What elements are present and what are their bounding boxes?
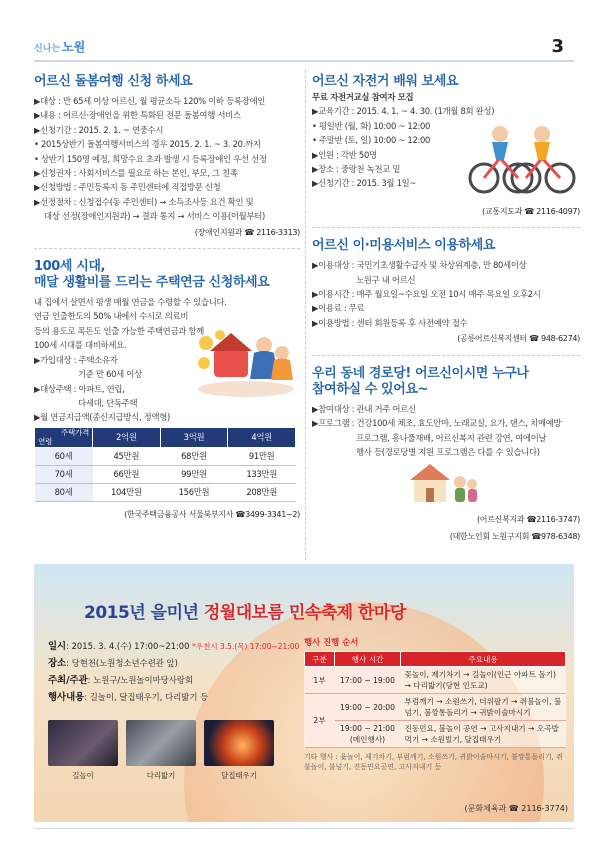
program-col-header: 주요내용 [401, 652, 566, 667]
row-age: 60세 [35, 447, 93, 465]
host-value: : 노원구/노원놀이마당사랑회 [87, 675, 194, 685]
table-row [35, 483, 296, 501]
column-header: 4억원 [228, 427, 296, 447]
page-header [0, 0, 608, 64]
brand-name: 노원 [62, 40, 86, 54]
program-time: 19:00 ~ 20:00 [335, 694, 401, 721]
travel-item: ▶선정절차 : 신청접수(동 주민센터) → 소득조사등 요건 확인 및 [34, 196, 254, 207]
bike-subtitle: 무료 자전거교실 참여자 모집 [312, 92, 414, 102]
beauty-section [312, 238, 580, 346]
event-label: 행사내용 [48, 692, 85, 703]
photo-parade [48, 720, 118, 766]
bike-item: • 주말반 (토, 일) 10:00 ~ 12:00 [312, 135, 431, 146]
senior-item: 행사 등(경로당별 지원 프로그램은 다를 수 있습니다) [356, 446, 540, 457]
program-time: 19:00 ~ 21:00 (메인행사) [335, 721, 401, 748]
pension-title-line1: 100세 시대, [34, 259, 106, 275]
pension-title-line2: 매달 생활비를 드리는 주택연금 신청하세요 [34, 275, 270, 291]
beauty-item: ▶이용시간 : 매주 월요일~수요일 오전 10시 매주 목요일 오후2시 [312, 289, 541, 300]
travel-item: ▶내용 : 어르신·장애인을 위한 특화된 전문 돌봄여행 서비스 [34, 110, 241, 121]
travel-item: ▶신청권자 : 사회서비스를 필요로 하는 본인, 부모, 그 친족 [34, 168, 238, 179]
bike-item: • 평일반 (월, 화) 10:00 ~ 12:00 [312, 120, 431, 131]
column-header: 3억원 [160, 427, 228, 447]
photo-caption: 달집태우기 [221, 771, 257, 780]
senior-center-illustration [400, 458, 480, 508]
event-value: : 길놀이, 달집태우기, 다리밟기 등 [84, 692, 209, 702]
program-part: 1부 [305, 667, 335, 694]
table-cell: 133만원 [228, 465, 296, 483]
program-header: 행사 진행 순서 [304, 637, 359, 647]
pension-item: ▶월 연금지급액(종신지급방식, 정액형) [34, 412, 171, 423]
travel-item: ▶신청기간 : 2015. 2. 1. ~ 연중수시 [34, 124, 164, 135]
table-corner-header [35, 427, 93, 447]
program-row [305, 721, 566, 748]
elderly-couple-illustration [194, 323, 298, 399]
travel-item: ▶신청방법 : 주민등록지 동 주민센터에 직접방문 신청 [34, 182, 221, 193]
place-value: : 당현천(노원청소년수련관 앞) [66, 658, 178, 668]
bike-item: ▶교육기간 : 2015. 4. 1. ~ 4. 30. (1개월 8회 완성) [312, 106, 495, 117]
host-label: 주최/주관 [48, 675, 88, 686]
table-cell: 99만원 [160, 465, 228, 483]
travel-item: • 상반기 150명 예정, 희망수요 초과 발생 시 등록장애인 우선 선정 [34, 153, 267, 164]
festival-place [48, 655, 299, 672]
senior-title-line2: 참여하실 수 있어요~ [312, 381, 429, 397]
program-part: 2부 [305, 694, 335, 748]
senior-contact-2: (대한노인회 노원구지회 ☎978-6348) [449, 531, 580, 541]
table-cell: 68만원 [160, 447, 228, 465]
table-row [35, 447, 296, 465]
photo-bridge-walk [126, 720, 196, 766]
festival-banner [34, 564, 574, 822]
pension-body-line: 100세 시대를 대비하세요. [34, 340, 127, 351]
photo-caption: 길놀이 [72, 771, 94, 780]
senior-center-section [312, 366, 580, 544]
section-divider [34, 248, 300, 249]
cycling-couple-illustration [464, 116, 576, 198]
pension-body-line: 내 집에서 살면서 평생 매월 연금을 수령할 수 있습니다. [34, 297, 227, 308]
travel-contact: (장애인지원과 ☎ 2116-3313) [194, 227, 300, 237]
program-content: 진동민요, 불놀이 공연 → 고사지내기 → 오곡밥먹기 → 소원빌기, 달집태우기 [401, 721, 566, 748]
right-column [312, 74, 580, 544]
date-label: 일시 [48, 641, 67, 652]
table-row [35, 465, 296, 483]
pension-table [34, 427, 296, 502]
row-age: 80세 [35, 483, 93, 501]
beauty-item: 노원구 내 어르신 [356, 274, 416, 285]
program-time: 17:00 ~ 19:00 [335, 667, 401, 694]
table-cell: 208만원 [228, 483, 296, 501]
bike-item: ▶인원 : 각반 50명 [312, 149, 377, 160]
table-cell: 45만원 [93, 447, 161, 465]
program-col-header: 구분 [305, 652, 335, 667]
program-schedule [304, 636, 566, 772]
travel-item: 대상 선정(장애인지원과) → 결과 통지 → 서비스 이용(이월부터) [44, 211, 266, 222]
senior-item: ▶참여대상 : 관내 거주 어르신 [312, 403, 416, 414]
column-divider [305, 70, 306, 560]
beauty-item: ▶이용대상 : 국민기초생활수급자 및 차상위계층, 만 80세이상 [312, 260, 527, 271]
beauty-item: ▶이용료 : 무료 [312, 303, 365, 314]
bike-item: ▶신청기간 : 2015. 3월 1일~ [312, 178, 417, 189]
corner-bottom-label: 연령 [38, 437, 53, 447]
travel-section [34, 74, 300, 240]
pension-section [34, 259, 300, 522]
festival-title-year: 2015년 을미년 [84, 603, 199, 623]
pension-contact: (한국주택금융공사 서울북부지사 ☎3499-3341~2) [124, 509, 300, 519]
senior-title-line1: 우리 동네 경로당! 어르신이시면 누구나 [312, 365, 529, 381]
date-value: : 2015. 3. 4.(수) 17:00~21:00 [66, 641, 190, 651]
bike-item: ▶장소 : 중랑천 녹천교 밑 [312, 164, 401, 175]
senior-item: ▶프로그램 : 건강100세 체조, 효도안마, 노래교실, 요가, 댄스, 치매예방 [312, 418, 562, 429]
beauty-item: ▶이용방법 : 센터 회원등록 후 사전예약 접수 [312, 317, 468, 328]
festival-photos [48, 720, 298, 780]
bike-title: 어르신 자전거 배워 보세요 [312, 74, 459, 89]
table-cell: 104만원 [93, 483, 161, 501]
travel-item: ▶대상 : 만 65세 이상 어르신, 월 평균소득 120% 이하 등록장애인 [34, 96, 266, 106]
page-number: 3 [551, 36, 564, 57]
travel-title: 어르신 돌봄여행 신청 하세요 [34, 74, 193, 89]
pension-body-line: 등의 용도로 목돈도 인출 가능한 주택연금과 함께 [34, 325, 204, 336]
newsletter-brand [34, 38, 85, 55]
footer-rule [34, 828, 574, 829]
program-content: 부럼깨기 → 소원쓰기, 더위팔기 → 쥐불놀이, 불넘기, 불깡통돌리기 → 귀밝이술마시기 [401, 694, 566, 721]
festival-events [48, 689, 299, 706]
program-table [304, 651, 566, 748]
table-cell: 91만원 [228, 447, 296, 465]
beauty-contact: (공릉어르신복지센터 ☎ 948-6274) [457, 334, 580, 344]
photo-caption: 다리밟기 [146, 771, 176, 780]
travel-item: • 2015상반기 돌봄여행서비스의 경우 2015. 2. 1. ~ 3. 20.까지 [34, 139, 261, 150]
header-rule [34, 60, 574, 62]
festival-info [48, 638, 299, 706]
brand-small: 신나는 [34, 44, 61, 54]
festival-contact: (문화체육과 ☎ 2116-3774) [464, 804, 568, 813]
section-divider [312, 227, 580, 228]
beauty-title: 어르신 이·미용서비스 이용하세요 [312, 238, 496, 254]
festival-host [48, 672, 299, 689]
date-note: *우천시 3.5.(목) 17:00~21:00 [192, 642, 300, 651]
program-row [305, 667, 566, 694]
pension-item: 기준 만 60세 이상 [78, 369, 142, 380]
place-label: 장소 [48, 658, 67, 669]
festival-title-name: 정월대보름 민속축제 한마당 [203, 603, 406, 623]
bike-section [312, 74, 580, 219]
program-col-header: 행사 시간 [335, 652, 401, 667]
row-age: 70세 [35, 465, 93, 483]
festival-date [48, 638, 299, 655]
column-header: 2억원 [93, 427, 161, 447]
program-note: 기타 행사 : 윷놀이, 제기차기, 부럼깨기, 소원쓰기, 귀밝이술마시기, 불깡통돌리기, 쥐불놀이, 불넘기, 진동민요공연, 고사지내기 등 [304, 753, 563, 771]
table-cell: 156만원 [160, 483, 228, 501]
photo-bonfire [204, 720, 274, 766]
section-divider [312, 355, 580, 356]
table-cell: 66만원 [93, 465, 161, 483]
left-column [34, 74, 300, 522]
senior-contact-1: (어르신복지과 ☎2116-3747) [476, 515, 580, 525]
senior-item: 프로그램, 흥나풀재배, 어르신복지 관련 강연, 여에이날 [356, 432, 547, 443]
corner-top-label: 주택가격 [60, 428, 89, 438]
pension-item: ▶대상주택 : 아파트, 연립, [34, 383, 125, 394]
festival-title [84, 598, 406, 623]
pension-item: ▶가입대상 : 주택소유자 [34, 354, 118, 365]
pension-item: 다세대, 단독주택 [78, 397, 138, 408]
program-row [305, 694, 566, 721]
program-content: 꽃놀이, 제기차기 → 길놀이(인근 아파트 돌기) → 다리밟기(당현 인도교) [401, 667, 566, 694]
pension-body-line: 연금 인출한도의 50% 내에서 수시로 의료비 [34, 311, 189, 322]
bike-contact: (교통지도과 ☎ 2116-4097) [482, 206, 580, 216]
